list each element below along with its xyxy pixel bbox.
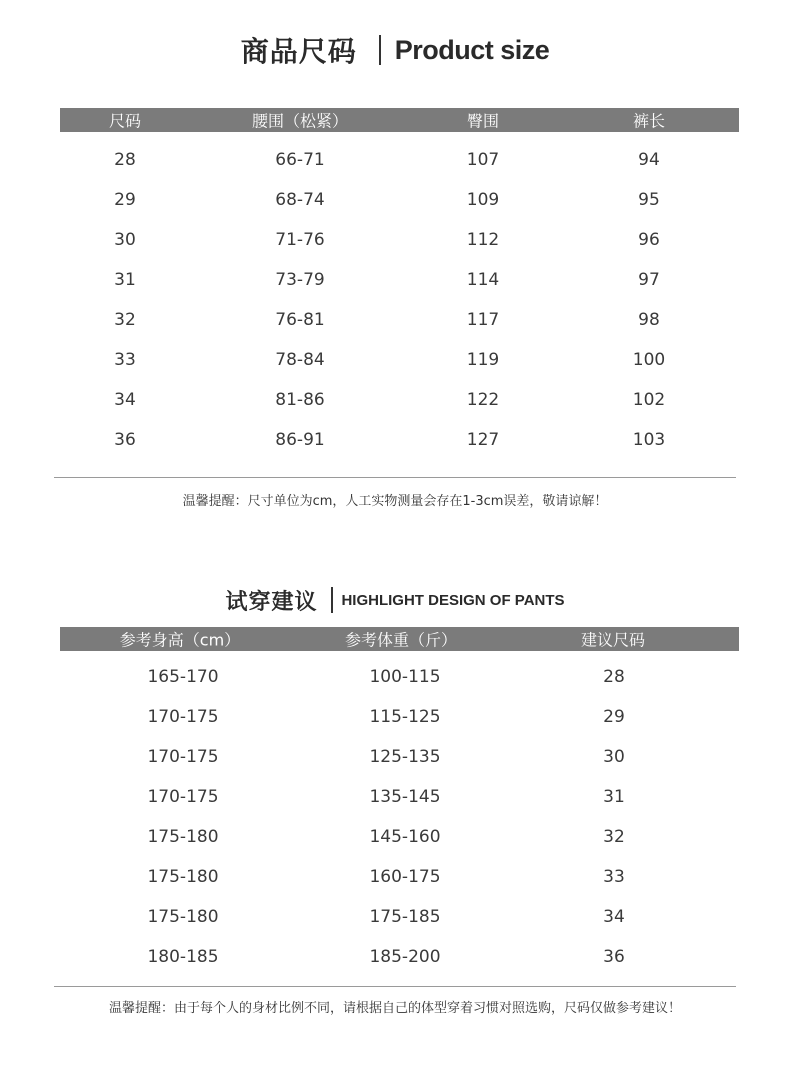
cell-suggested-size: 33 bbox=[603, 867, 625, 887]
cell-height: 175-180 bbox=[147, 867, 219, 887]
fit-suggestion-table bbox=[60, 627, 739, 977]
cell-hip: 107 bbox=[466, 150, 500, 170]
table-row bbox=[60, 220, 739, 260]
table-row bbox=[60, 340, 739, 380]
product-size-title-en: Product size bbox=[394, 34, 550, 65]
cell-weight: 135-145 bbox=[369, 787, 441, 807]
title-divider bbox=[331, 587, 333, 613]
measurement-note: 温馨提醒：尺寸单位为cm，人工实物测量会存在1-3cm误差，敬请谅解！ bbox=[182, 494, 608, 509]
product-size-table bbox=[60, 108, 739, 460]
cell-length: 95 bbox=[638, 190, 660, 210]
fit-suggestion-title-cn: 试穿建议 bbox=[225, 589, 318, 615]
cell-height: 180-185 bbox=[147, 947, 219, 967]
cell-size: 30 bbox=[114, 230, 136, 250]
cell-hip: 114 bbox=[466, 270, 500, 290]
cell-size: 33 bbox=[114, 350, 136, 370]
table-row bbox=[60, 937, 739, 977]
table-row bbox=[60, 420, 739, 460]
cell-size: 29 bbox=[114, 190, 136, 210]
cell-waist: 66-71 bbox=[275, 150, 325, 170]
cell-hip: 117 bbox=[466, 310, 500, 330]
cell-waist: 68-74 bbox=[275, 190, 325, 210]
cell-height: 175-180 bbox=[147, 907, 219, 927]
cell-waist: 73-79 bbox=[275, 270, 325, 290]
cell-suggested-size: 34 bbox=[603, 907, 625, 927]
table-row bbox=[60, 817, 739, 857]
cell-weight: 185-200 bbox=[369, 947, 441, 967]
table-row bbox=[60, 380, 739, 420]
cell-length: 97 bbox=[638, 270, 660, 290]
cell-weight: 115-125 bbox=[369, 707, 441, 727]
cell-waist: 86-91 bbox=[275, 430, 325, 450]
cell-weight: 125-135 bbox=[369, 747, 441, 767]
cell-size: 36 bbox=[114, 430, 136, 450]
cell-hip: 122 bbox=[466, 390, 500, 410]
table-row bbox=[60, 737, 739, 777]
cell-size: 32 bbox=[114, 310, 136, 330]
table-row bbox=[60, 300, 739, 340]
product-size-title-cn: 商品尺码 bbox=[240, 35, 357, 68]
header-suggested-size: 建议尺码 bbox=[580, 630, 646, 650]
cell-waist: 78-84 bbox=[275, 350, 325, 370]
cell-waist: 76-81 bbox=[275, 310, 325, 330]
cell-weight: 160-175 bbox=[369, 867, 441, 887]
cell-weight: 100-115 bbox=[369, 667, 441, 687]
header-height: 参考身高（cm） bbox=[119, 630, 241, 650]
table-row bbox=[60, 777, 739, 817]
fit-note: 温馨提醒：由于每个人的身材比例不同，请根据自己的体型穿着习惯对照选购，尺码仅做参考建议！ bbox=[108, 1001, 681, 1016]
cell-weight: 175-185 bbox=[369, 907, 441, 927]
product-size-table-body bbox=[60, 132, 739, 460]
cell-height: 170-175 bbox=[147, 707, 219, 727]
header-hip: 臀围 bbox=[466, 111, 500, 131]
cell-suggested-size: 28 bbox=[603, 667, 625, 687]
header-waist: 腰围（松紧） bbox=[251, 111, 349, 131]
cell-suggested-size: 36 bbox=[603, 947, 625, 967]
table-row bbox=[60, 140, 739, 180]
cell-length: 94 bbox=[638, 150, 660, 170]
title-divider bbox=[379, 35, 381, 65]
table-row bbox=[60, 260, 739, 300]
header-size: 尺码 bbox=[108, 111, 142, 131]
table-row bbox=[60, 897, 739, 937]
cell-weight: 145-160 bbox=[369, 827, 441, 847]
table-row bbox=[60, 657, 739, 697]
cell-height: 170-175 bbox=[147, 787, 219, 807]
cell-length: 102 bbox=[632, 390, 666, 410]
product-size-title bbox=[0, 28, 790, 72]
cell-hip: 109 bbox=[466, 190, 500, 210]
cell-height: 170-175 bbox=[147, 747, 219, 767]
fit-suggestion-table-header bbox=[60, 627, 739, 651]
cell-height: 175-180 bbox=[147, 827, 219, 847]
cell-length: 103 bbox=[632, 430, 666, 450]
cell-suggested-size: 30 bbox=[603, 747, 625, 767]
cell-suggested-size: 31 bbox=[603, 787, 625, 807]
cell-height: 165-170 bbox=[147, 667, 219, 687]
product-size-table-header bbox=[60, 108, 739, 132]
table-row bbox=[60, 857, 739, 897]
cell-suggested-size: 29 bbox=[603, 707, 625, 727]
fit-suggestion-title-en: HIGHLIGHT DESIGN OF PANTS bbox=[341, 591, 565, 609]
cell-length: 100 bbox=[632, 350, 666, 370]
cell-hip: 127 bbox=[466, 430, 500, 450]
cell-waist: 81-86 bbox=[275, 390, 325, 410]
divider-line bbox=[54, 477, 736, 478]
cell-waist: 71-76 bbox=[275, 230, 325, 250]
cell-suggested-size: 32 bbox=[603, 827, 625, 847]
cell-hip: 112 bbox=[466, 230, 500, 250]
cell-size: 31 bbox=[114, 270, 136, 290]
divider-line bbox=[54, 986, 736, 987]
fit-suggestion-title bbox=[0, 582, 790, 618]
fit-suggestion-table-body bbox=[60, 651, 739, 977]
table-row bbox=[60, 697, 739, 737]
header-weight: 参考体重（斤） bbox=[344, 630, 458, 650]
table-row bbox=[60, 180, 739, 220]
cell-size: 28 bbox=[114, 150, 136, 170]
cell-hip: 119 bbox=[466, 350, 500, 370]
header-length: 裤长 bbox=[632, 111, 666, 131]
cell-size: 34 bbox=[114, 390, 136, 410]
cell-length: 98 bbox=[638, 310, 660, 330]
cell-length: 96 bbox=[638, 230, 660, 250]
